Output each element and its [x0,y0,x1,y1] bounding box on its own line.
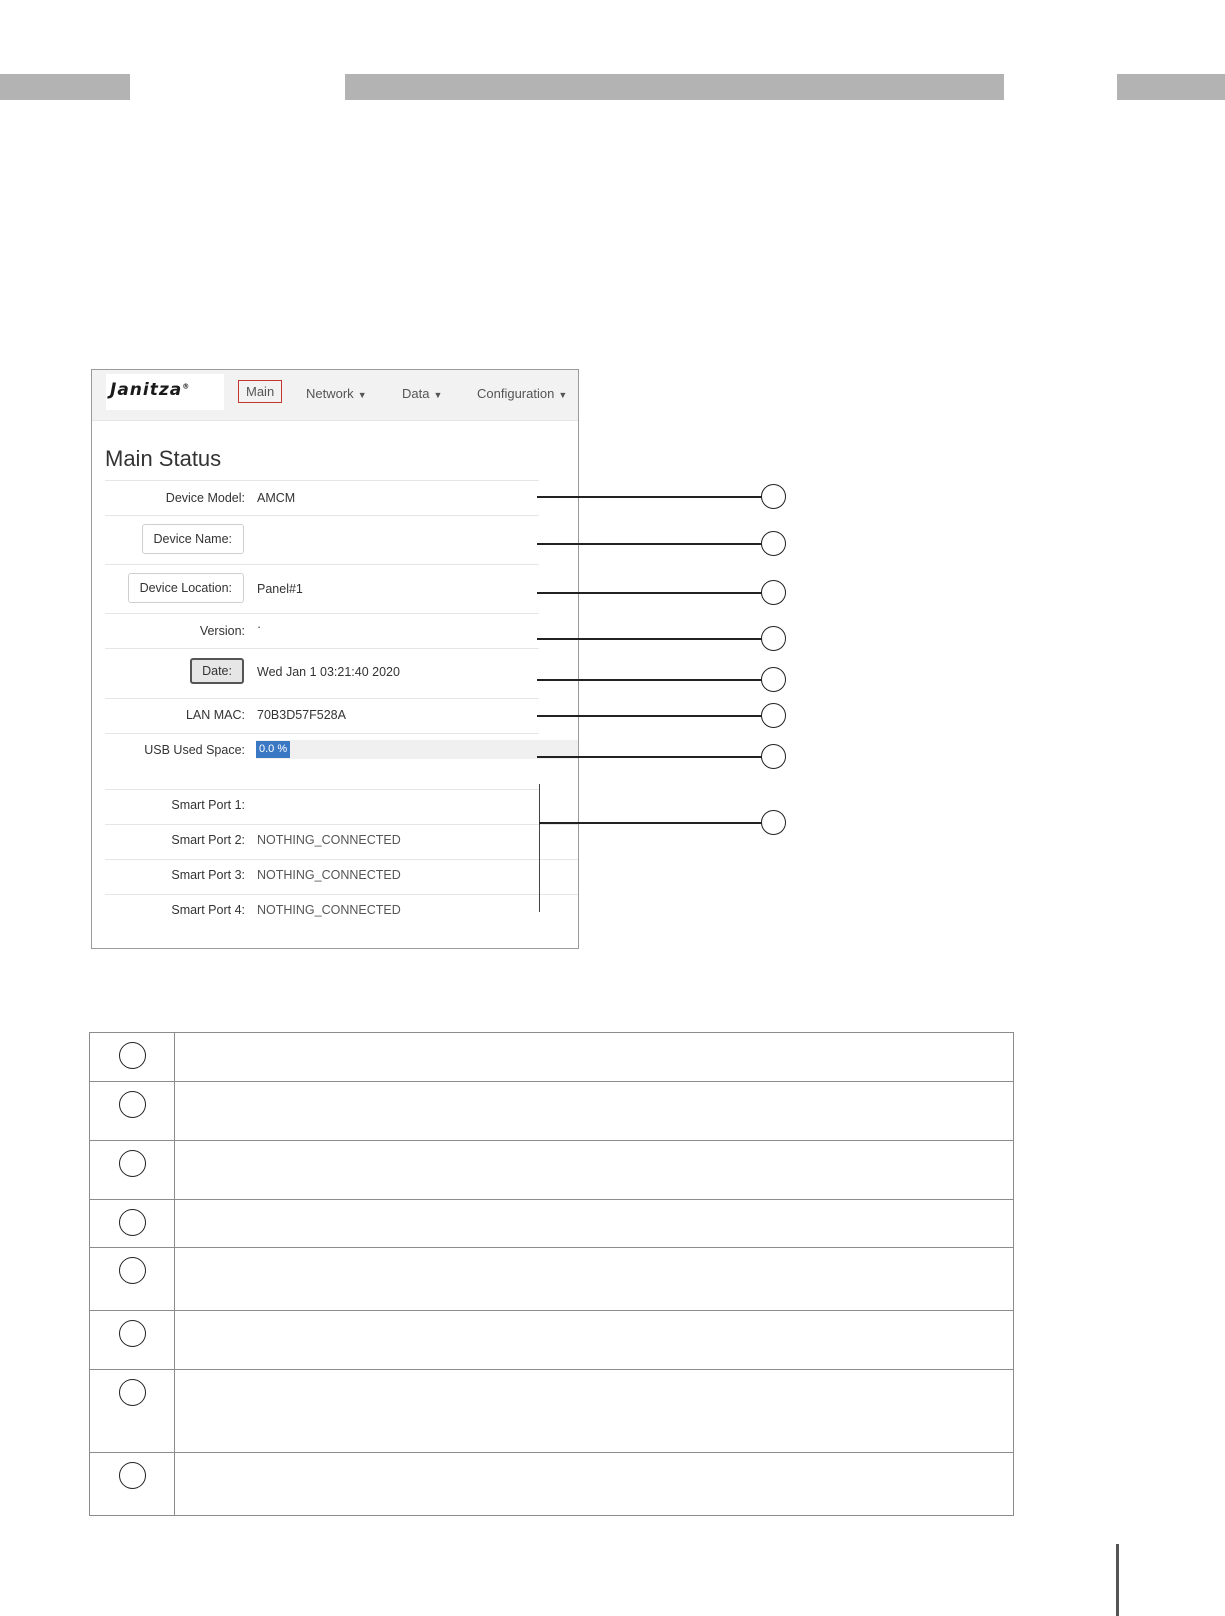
row-divider [105,515,539,516]
callout-line-2 [537,543,762,545]
legend-circle [119,1042,146,1069]
usb-used-space-label: USB Used Space: [144,743,245,757]
smart-port-3-value: NOTHING_CONNECTED [257,868,401,882]
janitza-logo [106,374,224,410]
date-value: Wed Jan 1 03:21:40 2020 [257,665,400,679]
lan-mac-label: LAN MAC: [185,708,245,722]
logo-text: Janitza® [110,380,191,400]
callout-circle-7 [761,744,786,769]
legend-text-cell [175,1082,1014,1141]
legend-circle [119,1462,146,1489]
legend-row [90,1200,1014,1248]
navbar [92,370,578,421]
legend-text-cell [175,1453,1014,1516]
callout-line-5 [537,679,762,681]
page-title: Main Status [105,446,222,471]
callout-line-8 [539,822,762,824]
caret-down-icon: ▼ [433,390,443,400]
nav-data[interactable]: Data ▼ [402,386,443,401]
callout-line-4 [537,638,762,640]
legend-text-cell [175,1248,1014,1311]
nav-configuration[interactable]: Configuration ▼ [477,386,568,401]
legend-circle [119,1257,146,1284]
legend-row [90,1082,1014,1141]
legend-text-cell [175,1200,1014,1248]
callout-line-1 [537,496,762,498]
usb-progress-fill: 0.0 % [256,741,290,758]
device-location-value: Panel#1 [257,582,303,596]
legend-row [90,1370,1014,1453]
legend-text-cell [175,1141,1014,1200]
row-divider [105,648,539,649]
legend-number-cell [90,1082,175,1141]
row-divider [105,564,539,565]
nav-network[interactable]: Network ▼ [306,386,367,401]
legend-number-cell [90,1248,175,1311]
usb-progress-bar [256,740,578,759]
device-location-button[interactable]: Device Location: [128,573,244,603]
row-divider [105,824,578,825]
row-divider [105,698,539,699]
smart-port-2-value: NOTHING_CONNECTED [257,833,401,847]
legend-number-cell [90,1033,175,1082]
version-value: · [257,620,262,634]
device-model-value: AMCM [257,491,296,505]
smart-port-4-value: NOTHING_CONNECTED [257,903,401,917]
legend-text-cell [175,1370,1014,1453]
smart-port-bracket-line [539,784,540,912]
version-label: Version: [199,624,245,638]
registered-mark: ® [182,382,191,391]
header-bar-right [1117,74,1225,100]
callout-circle-5 [761,667,786,692]
page-edge-rule [1116,1544,1119,1616]
lan-mac-value: 70B3D57F528A [257,708,346,722]
header-bar-center [345,74,1004,100]
legend-circle [119,1379,146,1406]
legend-circle [119,1320,146,1347]
legend-number-cell [90,1200,175,1248]
callout-circle-4 [761,626,786,651]
callout-line-3 [537,592,762,594]
legend-number-cell [90,1370,175,1453]
callout-circle-8 [761,810,786,835]
legend-table [89,1032,1014,1516]
header-bar-left [0,74,130,100]
device-name-button[interactable]: Device Name: [142,524,245,554]
legend-circle [119,1209,146,1236]
smart-port-1-label: Smart Port 1: [171,798,245,812]
callout-circle-3 [761,580,786,605]
legend-row [90,1453,1014,1516]
callout-line-7 [537,756,762,758]
legend-row [90,1141,1014,1200]
callout-circle-6 [761,703,786,728]
callout-circle-1 [761,484,786,509]
smart-port-4-label: Smart Port 4: [171,903,245,917]
legend-number-cell [90,1453,175,1516]
smart-port-2-label: Smart Port 2: [171,833,245,847]
callout-line-6 [537,715,762,717]
legend-number-cell [90,1141,175,1200]
row-divider [105,733,539,734]
web-ui-screenshot [91,369,579,949]
legend-text-cell [175,1311,1014,1370]
legend-text-cell [175,1033,1014,1082]
row-divider [105,613,539,614]
callout-circle-2 [761,531,786,556]
date-button[interactable]: Date: [190,658,244,684]
legend-number-cell [90,1311,175,1370]
smart-port-3-label: Smart Port 3: [171,868,245,882]
row-divider [105,480,539,481]
row-divider [105,894,578,895]
nav-main[interactable]: Main [238,380,282,403]
device-model-label: Device Model: [165,491,245,505]
legend-row [90,1248,1014,1311]
legend-circle [119,1150,146,1177]
legend-row [90,1033,1014,1082]
legend-row [90,1311,1014,1370]
caret-down-icon: ▼ [558,390,568,400]
caret-down-icon: ▼ [357,390,367,400]
legend-circle [119,1091,146,1118]
row-divider [105,859,578,860]
row-divider [105,789,539,790]
